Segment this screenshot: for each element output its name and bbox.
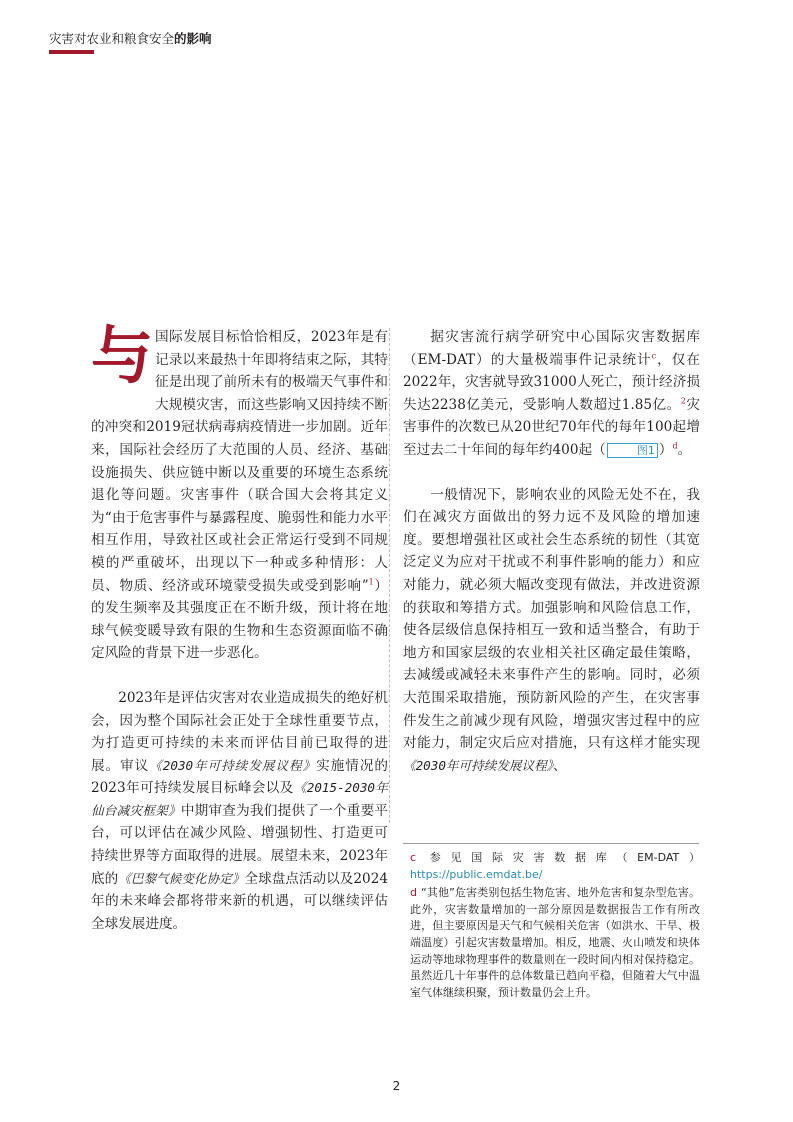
left-column bbox=[91, 319, 389, 935]
emdat-paragraph: 据灾害流行病学研究中心国际灾害数据库（EM-DAT）的大量极端事件记录统计$^c$，仅在2022年，灾害就导致31000人死亡，预计经济损失达2238亿美元，受影响人数超过1.85亿。$^2$灾害事件的次数已从20世纪70年代的每年100起增至过去二十年间的每年约400起（ 图1 ）$^d$。 bbox=[403, 329, 700, 458]
figure-1-link[interactable]: 图1 bbox=[607, 443, 658, 458]
footnote-c: c 参见国际灾害数据库（EM-DAT）https://public.emdat.be/ bbox=[410, 851, 700, 881]
header-title-plain: 灾害对农业和粮食安全 bbox=[49, 31, 175, 46]
right-column bbox=[403, 326, 700, 777]
paris-agreement-title: 《巴黎气候变化协定》 bbox=[118, 870, 245, 886]
footnote-ref-d[interactable]: d bbox=[672, 441, 678, 451]
footnotes bbox=[410, 850, 700, 1003]
column-divider bbox=[389, 328, 390, 823]
endnote-ref-2[interactable]: 2 bbox=[680, 396, 686, 406]
agenda-2030-title: 《2030年可持续发展议程》 bbox=[149, 757, 317, 773]
paragraph-2023: 2023年是评估灾害对农业造成损失的绝好机会，因为整个国际社会正处于全球性重要节点，为打造更可持续的未来而评估目前已取得的进展。审议《2030年可持续发展议程》实施情况的2023年可持续发展目标峰会以及《2015-2030年仙台减灾框架》中期审查为我们提供了一个重要平台，可以评估在减少风险、增强韧性、打造更可持续世界等方面取得的进展。展望未来，2023年底的《巴黎气候变化协定》全球盘点活动以及2024年的未来峰会都将带来新的机遇，可以继续评估全球发展进度。 bbox=[91, 689, 389, 932]
endnote-ref-1[interactable]: 1 bbox=[368, 577, 374, 586]
footnote-d: d “其他”危害类别包括生物危害、地外危害和复杂型危害。此外，灾害数量增加的一部分原因是数据报告工作有所改进，但主要原因是天气和气候相关危害（如洪水、干旱、极端温度）引起灾害数量增加。相反，地震、火山喷发和块体运动等地球物理事件的数量则在一段时间内相对保持稳定。虽然近几十年事件的总体数量已趋向平稳，但随着大气中温室气体继续积聚，预计数量仍会上升。 bbox=[410, 886, 700, 999]
running-header bbox=[49, 29, 212, 47]
footnote-rule bbox=[403, 843, 699, 844]
emdat-link[interactable]: https://public.emdat.be/ bbox=[410, 867, 543, 881]
footnote-ref-c[interactable]: c bbox=[651, 351, 657, 361]
intro-paragraph: 与 国际发展目标恰恰相反，2023年是有记录以来最热十年即将结束之际，其特征是出现了前所未有的极端天气事件和大规模灾害，而这些影响又因持续不断的冲突和2019冠状病毒病疫情进一步加剧。近年来，国际社会经历了大范围的人员、经济、基础设施损失、供应链中断以及重要的环境生态系统退化等问题。灾害事件（联合国大会将其定义为“由于危害事件与暴露程度、脆弱性和能力水平相互作用，导致社区或社会正常运行受到不同规模的严重破坏，出现以下一种或多种情形：人员、物质、经济或环境蒙受损失或受到影响”$^1$）的发生频率及其强度正在不断升级，预计将在地球气候变暖导致有限的生物和生态资源面临不确定风险的背景下进一步恶化。 bbox=[91, 319, 388, 662]
agenda-2030-title-2: 《2030年可持续发展议程》 bbox=[403, 757, 553, 773]
dropcap: 与 bbox=[91, 319, 154, 392]
page-number: 2 bbox=[392, 1079, 401, 1093]
header-accent-bar bbox=[49, 50, 94, 54]
sendai-framework-title: 《2015-2030年仙台减灾框架》 bbox=[91, 780, 388, 818]
risk-paragraph: 一般情况下，影响农业的风险无处不在，我们在减灾方面做出的努力远不及风险的增加速度。要想增强社区或社会生态系统的韧性（其宽泛定义为应对干扰或不利事件影响的能力）和应对能力，就必须大幅改变现有做法，并改进资源的获取和筹措方式。加强影响和风险信息工作，使各层级信息保持相互一致和适当整合，有助于地方和国家层级的农业相关社区确定最佳策略，去减缓或减轻未来事件产生的影响。同时，必须大范围采取措施，预防新风险的产生，在灾害事件发生之前减少现有风险，增强灾害过程中的应对能力，制定灾后应对措施，只有这样才能实现《2030年可持续发展议程》、 bbox=[403, 486, 700, 774]
header-title-bold: 的影响 bbox=[174, 31, 212, 46]
